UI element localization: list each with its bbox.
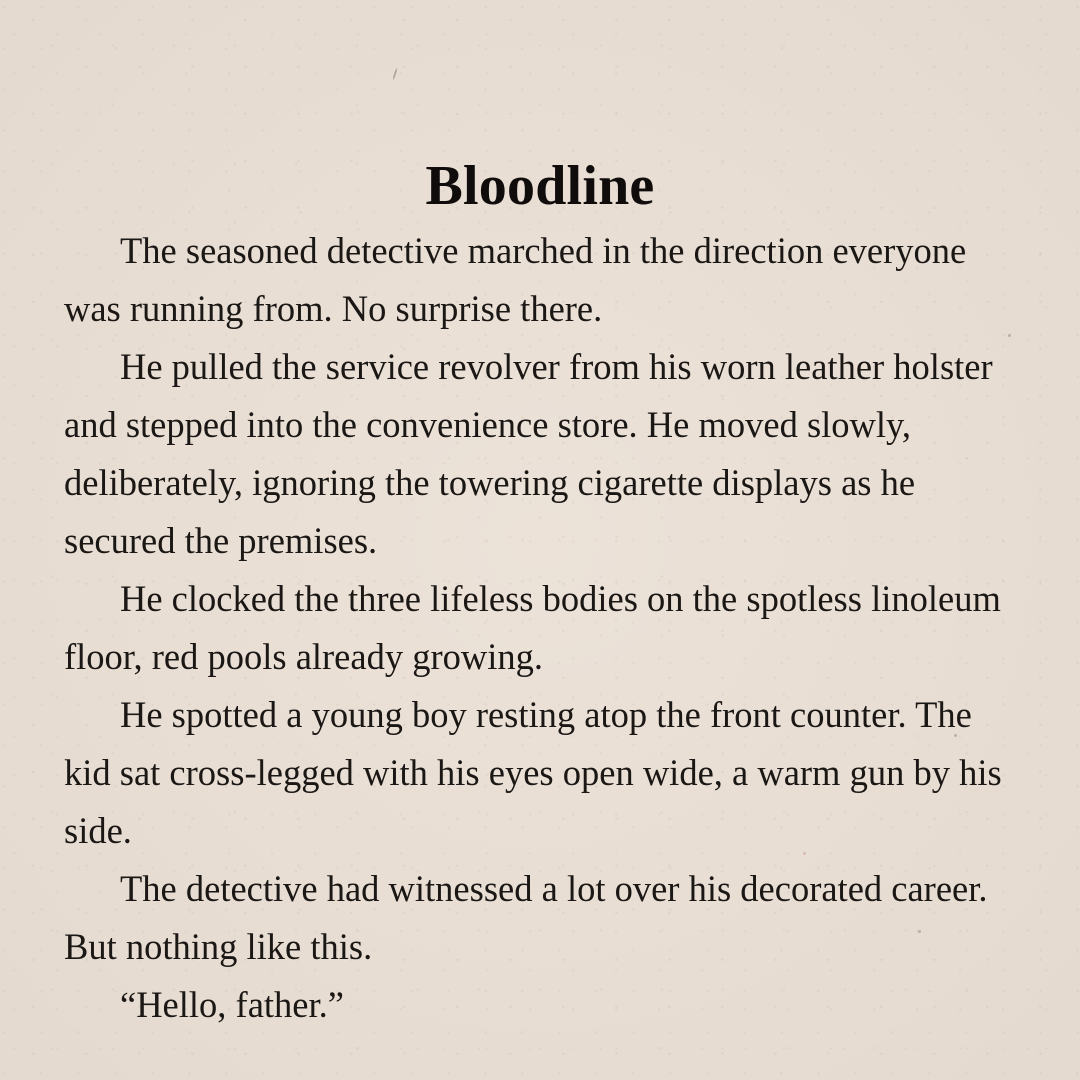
story-paragraph: The seasoned detective marched in the direction everyone was running from. No surprise there. — [64, 230, 967, 329]
story-paragraph: The detective had witnessed a lot over his decorated career. But nothing like this. — [64, 868, 988, 967]
story-title: Bloodline — [425, 154, 655, 217]
paper-speck — [392, 68, 398, 80]
story-paragraph: He pulled the service revolver from his worn leather holster and stepped into the convenience store. He moved slowly, deliberately, ignoring the towering cigarette displays as he secured the premises. — [64, 346, 993, 561]
story-paragraph: He clocked the three lifeless bodies on the spotless linoleum floor, red pools already growing. — [64, 578, 1001, 677]
paper-speck — [1008, 334, 1011, 337]
story-body — [64, 222, 1004, 1034]
story-paragraph: He spotted a young boy resting atop the front counter. The kid sat cross-legged with his eyes open wide, a warm gun by his side. — [64, 694, 1002, 851]
story-paragraph: “Hello, father.” — [120, 984, 344, 1025]
